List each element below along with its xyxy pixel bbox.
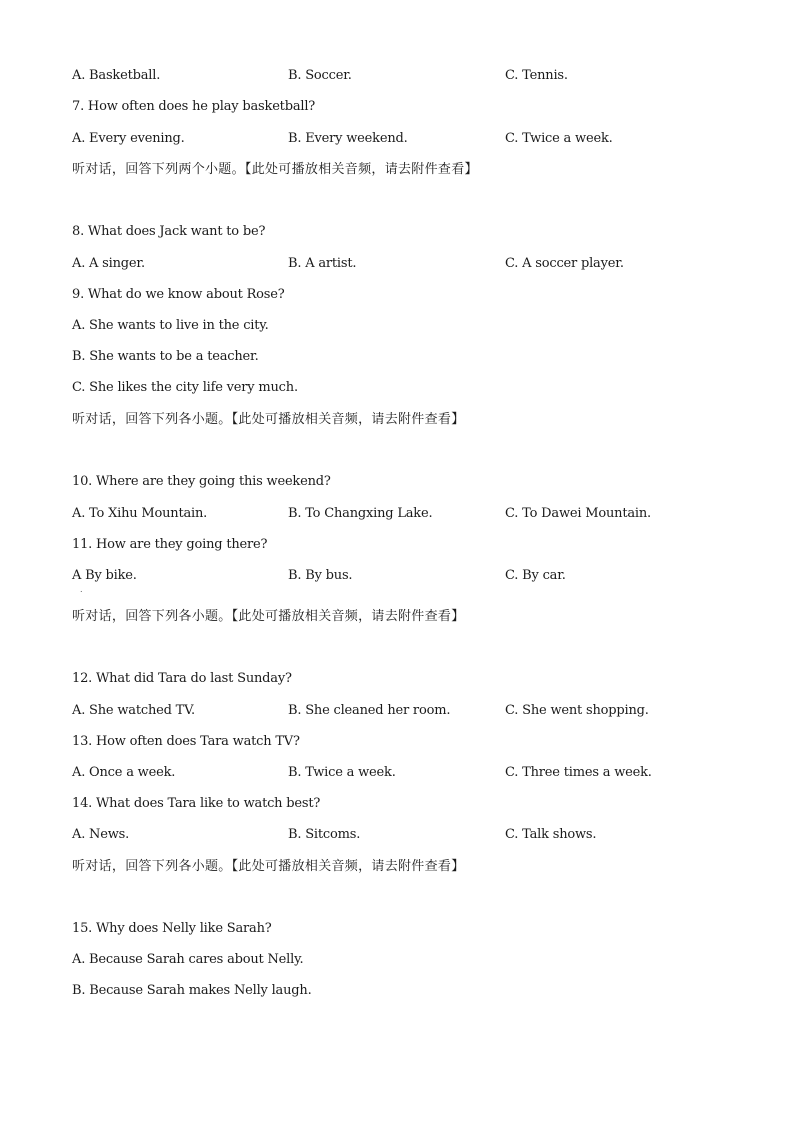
- q10-option-c: C. To Dawei Mountain.: [505, 506, 651, 521]
- q15-option-b: B. Because Sarah makes Nelly laugh.: [72, 983, 312, 998]
- q7-question: 7. How often does he play basketball?: [72, 99, 316, 114]
- q14-option-a: A. News.: [72, 827, 130, 842]
- q11-question: 11. How are they going there?: [72, 537, 268, 552]
- q9-question: 9. What do we know about Rose?: [72, 287, 285, 302]
- q9-option-c: C. She likes the city life very much.: [72, 380, 298, 395]
- q14-option-c: C. Talk shows.: [505, 827, 597, 842]
- q8-option-a: A. A singer.: [72, 256, 145, 271]
- q10-option-a: A. To Xihu Mountain.: [72, 506, 208, 521]
- listening-instruction-1: 听对话，回答下列两个小题。【此处可播放相关音频，请去附件查看】: [72, 162, 478, 177]
- q8-question: 8. What does Jack want to be?: [72, 224, 266, 239]
- q13-question: 13. How often does Tara watch TV?: [72, 734, 300, 749]
- q10-option-b: B. To Changxing Lake.: [288, 506, 433, 521]
- q13-option-a: A. Once a week.: [72, 765, 176, 780]
- q12-option-c: C. She went shopping.: [505, 703, 649, 718]
- q6-option-c: C. Tennis.: [505, 68, 568, 83]
- listening-instruction-2: 听对话，回答下列各小题。【此处可播放相关音频，请去附件查看】: [72, 412, 465, 427]
- q9-option-b: B. She wants to be a teacher.: [72, 349, 259, 364]
- q7-option-c: C. Twice a week.: [505, 131, 613, 146]
- q13-option-b: B. Twice a week.: [288, 765, 396, 780]
- q9-option-a: A. She wants to live in the city.: [72, 318, 269, 333]
- q15-option-a: A. Because Sarah cares about Nelly.: [72, 952, 304, 967]
- listening-instruction-4: 听对话，回答下列各小题。【此处可播放相关音频，请去附件查看】: [72, 859, 465, 874]
- q11-option-c: C. By car.: [505, 568, 566, 583]
- q7-option-b: B. Every weekend.: [288, 131, 408, 146]
- q12-question: 12. What did Tara do last Sunday?: [72, 671, 292, 686]
- q13-option-c: C. Three times a week.: [505, 765, 652, 780]
- stray-dot-mark: .: [80, 585, 83, 594]
- q6-option-b: B. Soccer.: [288, 68, 352, 83]
- q8-option-b: B. A artist.: [288, 256, 357, 271]
- q12-option-a: A. She watched TV.: [72, 703, 195, 718]
- listening-instruction-3: 听对话，回答下列各小题。【此处可播放相关音频，请去附件查看】: [72, 609, 465, 624]
- q14-option-b: B. Sitcoms.: [288, 827, 361, 842]
- q6-option-a: A. Basketball.: [72, 68, 161, 83]
- q15-question: 15. Why does Nelly like Sarah?: [72, 921, 272, 936]
- q11-option-a: A By bike.: [72, 568, 137, 583]
- q12-option-b: B. She cleaned her room.: [288, 703, 451, 718]
- q10-question: 10. Where are they going this weekend?: [72, 474, 331, 489]
- q7-option-a: A. Every evening.: [72, 131, 185, 146]
- q14-question: 14. What does Tara like to watch best?: [72, 796, 321, 811]
- q11-option-b: B. By bus.: [288, 568, 353, 583]
- q8-option-c: C. A soccer player.: [505, 256, 624, 271]
